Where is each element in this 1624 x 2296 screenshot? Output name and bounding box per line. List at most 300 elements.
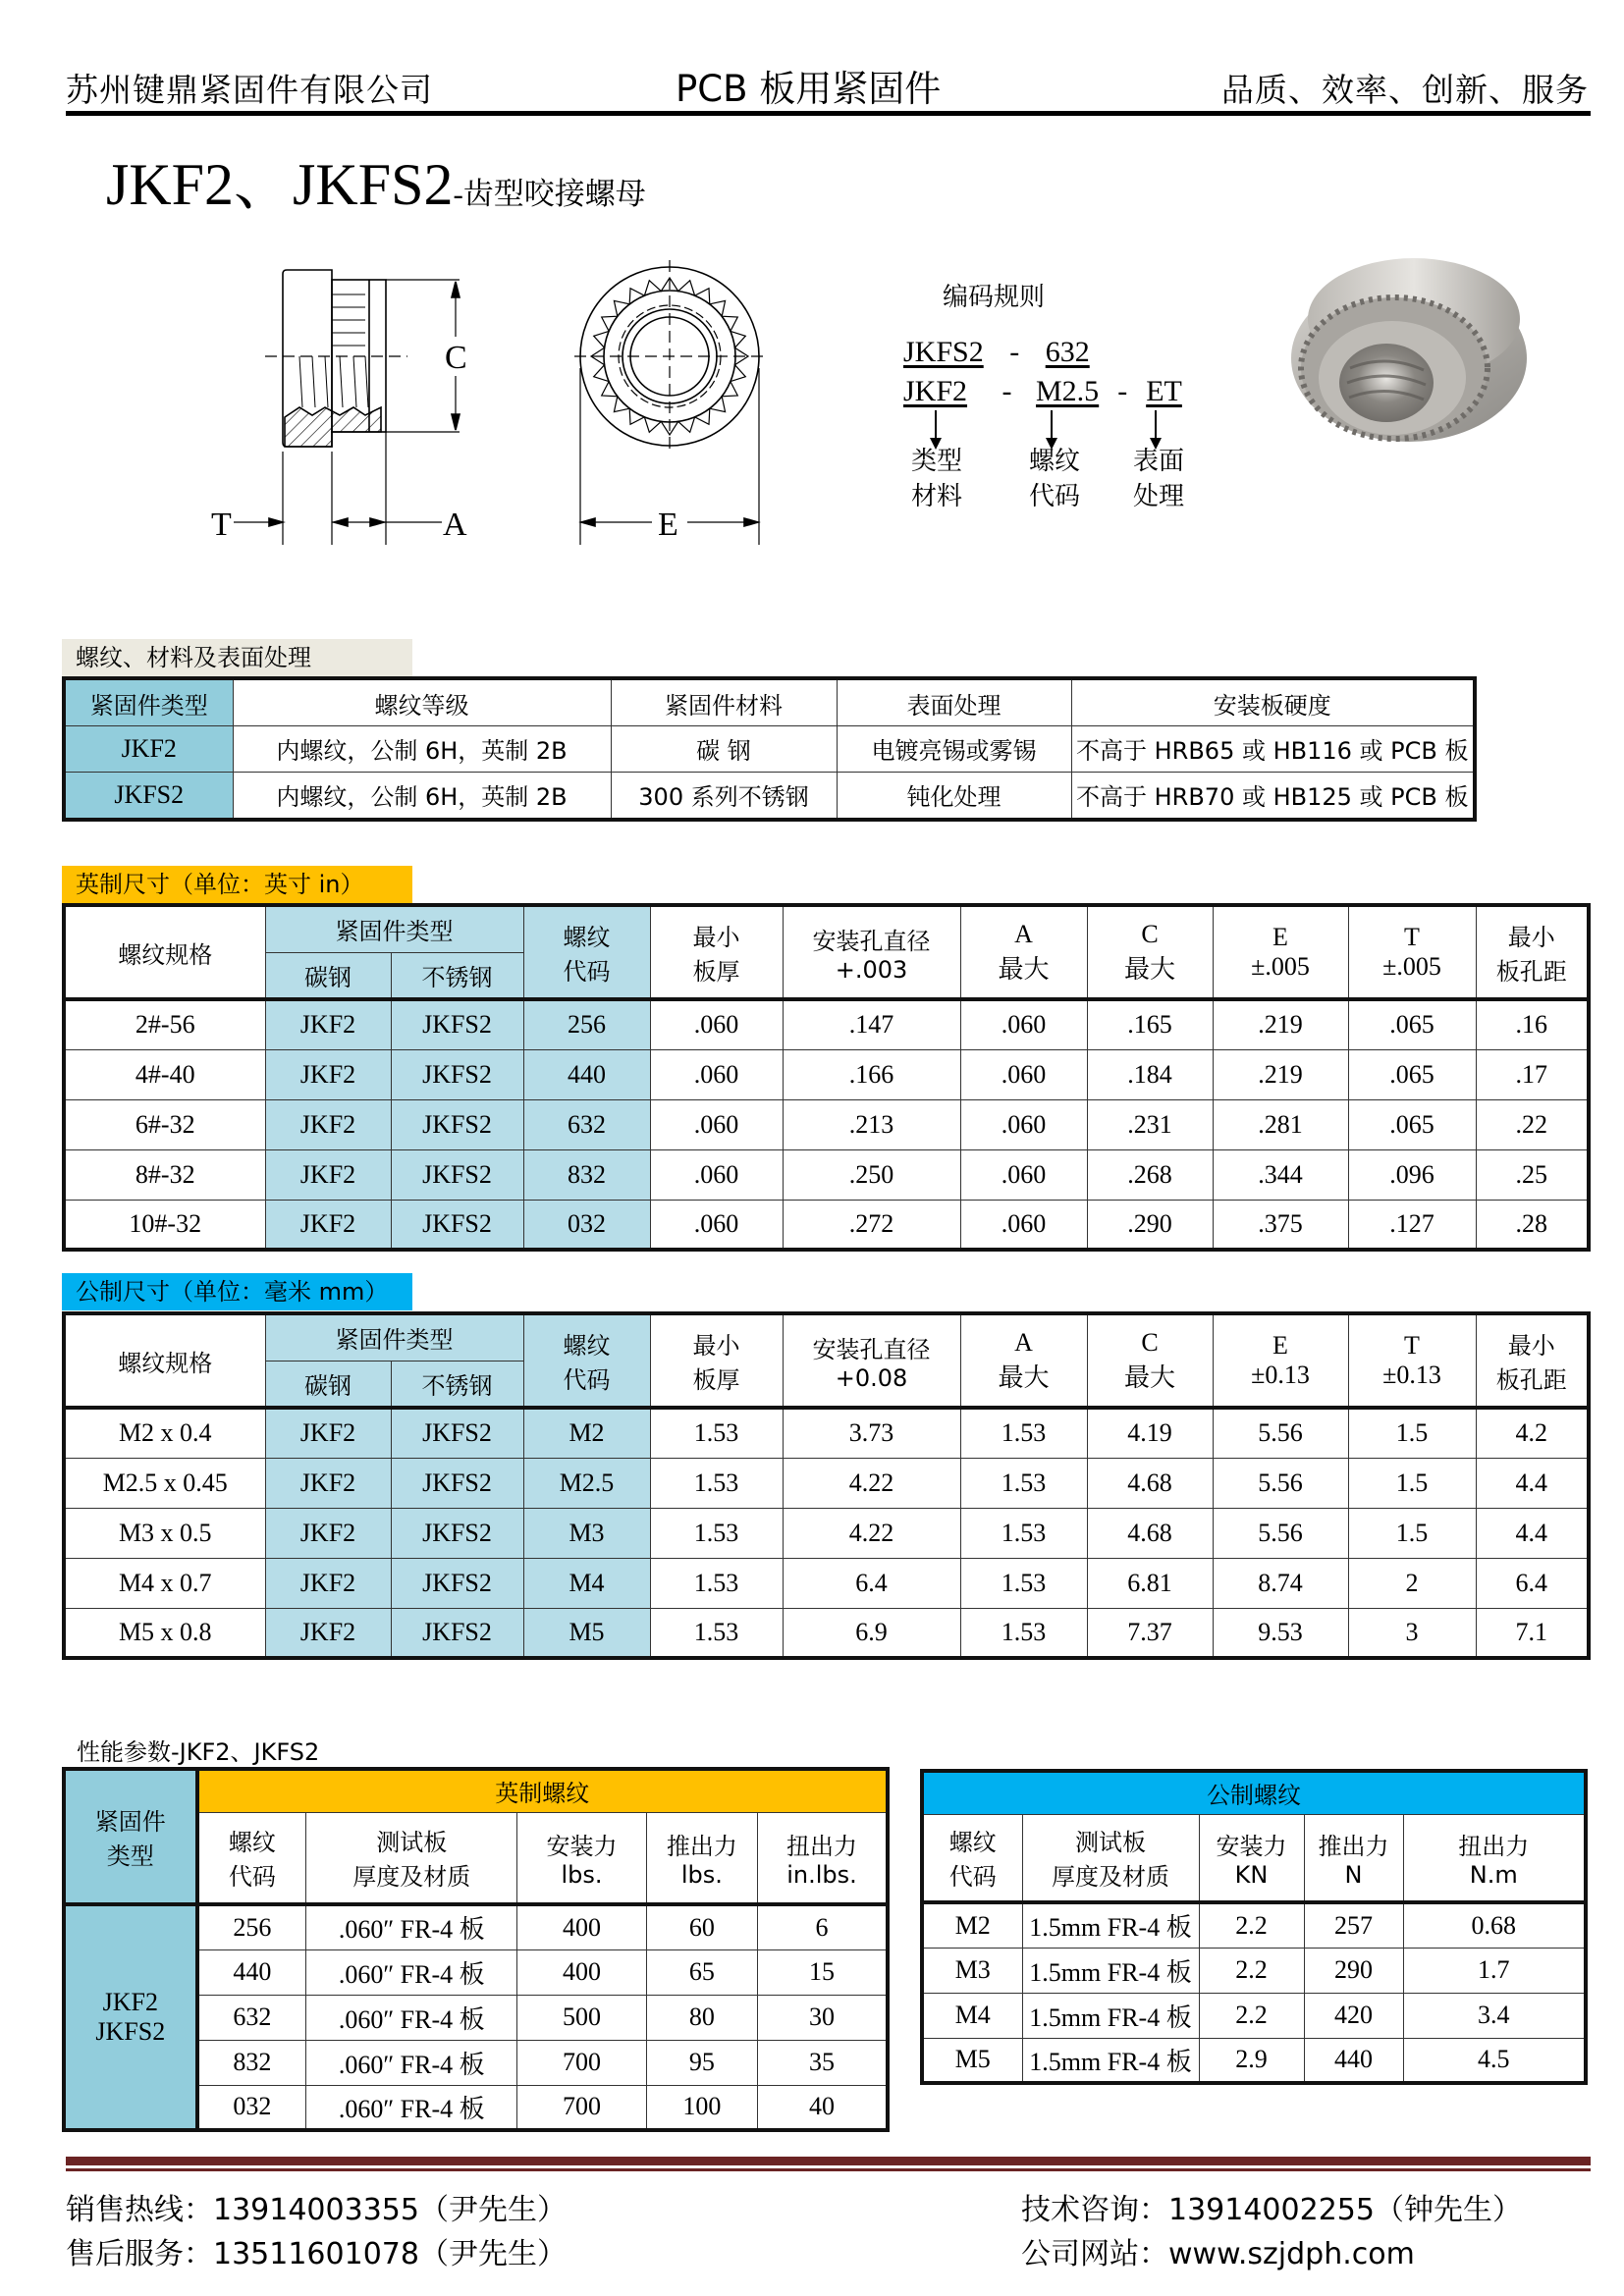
cell: .25: [1476, 1149, 1589, 1200]
cell: JKF2: [265, 999, 391, 1049]
cell: .060″ FR-4 板: [306, 2040, 517, 2085]
header-group-metric: 公制螺纹: [922, 1771, 1586, 1814]
cell: 440: [1304, 2038, 1403, 2083]
cell: 1.53: [650, 1458, 783, 1508]
cell: 6.81: [1087, 1558, 1213, 1608]
table-row: [64, 1099, 1589, 1149]
cell-line: A: [1014, 1327, 1033, 1357]
code-label-line: 处理: [1132, 482, 1184, 511]
side-view: [234, 270, 460, 545]
cell: M5 x 0.8: [64, 1608, 265, 1658]
cell-line: ±.005: [1251, 952, 1310, 981]
header-cell: 螺纹等级: [233, 678, 611, 726]
cell: 1.5mm FR-4 板: [1022, 2038, 1199, 2083]
cell-line: 代码: [948, 1863, 997, 1892]
cell: 290: [1304, 1948, 1403, 1993]
cell: .344: [1213, 1149, 1348, 1200]
cell: 1.53: [960, 1458, 1087, 1508]
cell: JKFS2: [391, 1149, 523, 1200]
table-header-row: [922, 1771, 1586, 1814]
cell: 3.73: [783, 1408, 960, 1458]
cell: 2.2: [1199, 1948, 1304, 1993]
cell: .250: [783, 1149, 960, 1200]
coding-example-1: [903, 336, 1090, 369]
cell: 1.53: [960, 1508, 1087, 1558]
cell: .060″ FR-4 板: [306, 1904, 517, 1949]
material-table: [62, 676, 1477, 822]
cell: JKF2: [265, 1149, 391, 1200]
table-row: [64, 1200, 1589, 1250]
cell-line: 推出力: [1318, 1832, 1389, 1860]
header-thickness: [650, 905, 783, 999]
cell: M3 x 0.5: [64, 1508, 265, 1558]
cell: 4.22: [783, 1458, 960, 1508]
cell: 300 系列不锈钢: [611, 772, 837, 820]
cell: .060: [960, 1149, 1087, 1200]
cell: 256: [523, 999, 650, 1049]
cell: JKF2: [265, 1508, 391, 1558]
cell: 不高于 HRB70 或 HB125 或 PCB 板: [1071, 772, 1475, 820]
cell: 632: [197, 1995, 306, 2040]
code-label-line: 类型: [910, 447, 962, 476]
table-row: [922, 2038, 1586, 2083]
cell-line: 厚度及材质: [1052, 1863, 1169, 1892]
top-view: [574, 260, 766, 545]
cell-line: ±.005: [1382, 952, 1441, 981]
cell: 6.9: [783, 1608, 960, 1658]
code-type: JKF2: [903, 375, 968, 407]
footer-divider: [66, 2157, 1591, 2165]
cell: .375: [1213, 1200, 1348, 1250]
cell: 不高于 HRB65 或 HB116 或 PCB 板: [1071, 726, 1475, 773]
cell: JKF2: [265, 1458, 391, 1508]
code-type: JKFS2: [903, 336, 984, 368]
code-separator: -: [1001, 375, 1012, 407]
cell-line: C: [1141, 1327, 1159, 1357]
header-stainless: 不锈钢: [391, 952, 523, 999]
cell: 6.4: [1476, 1558, 1589, 1608]
header-hole: [783, 905, 960, 999]
coding-rules-heading: 编码规则: [943, 283, 1046, 312]
cell: .060: [960, 1049, 1087, 1099]
cell-line: 类型: [106, 1842, 154, 1870]
cell: 2.2: [1199, 1993, 1304, 2038]
table-header-row: [64, 678, 1475, 726]
header-dist: [1476, 905, 1589, 999]
cell: 420: [1304, 1993, 1403, 2038]
cell: 4.68: [1087, 1458, 1213, 1508]
cell: 1.53: [960, 1608, 1087, 1658]
cell: 500: [517, 1995, 647, 2040]
cell: M2 x 0.4: [64, 1408, 265, 1458]
cell: JKF2: [265, 1608, 391, 1658]
table-header-row: [64, 905, 1589, 952]
cell-line: 紧固件: [94, 1808, 166, 1836]
cell: M5: [922, 2038, 1022, 2083]
cell-line: 安装力: [546, 1832, 618, 1860]
table-row: [64, 1608, 1589, 1658]
header-spec: 螺纹规格: [64, 1313, 265, 1408]
cell: 700: [517, 2040, 647, 2085]
company-name: 苏州键鼎紧固件有限公司: [66, 71, 433, 109]
header-cell: [1304, 1814, 1403, 1902]
cell-line: 最大: [1123, 954, 1175, 984]
header-a: [960, 905, 1087, 999]
cell: 40: [757, 2085, 888, 2130]
cell: 6.4: [783, 1558, 960, 1608]
company-website[interactable]: 公司网站：www.szjdph.com: [1021, 2237, 1415, 2271]
header-cell: 紧固件材料: [611, 678, 837, 726]
cell: 2.9: [1199, 2038, 1304, 2083]
cell-line: 推出力: [666, 1832, 737, 1860]
footer-divider-thin: [66, 2168, 1591, 2171]
cell: 30: [757, 1995, 888, 2040]
header-cell: [1022, 1814, 1199, 1902]
type-cell: [64, 1904, 197, 2130]
cell-line: lbs.: [561, 1860, 603, 1889]
cell: .219: [1213, 999, 1348, 1049]
code-label-line: 材料: [910, 482, 962, 511]
cell-line: +0.08: [835, 1363, 908, 1392]
product-title: [106, 152, 646, 217]
code-thread: 632: [1045, 336, 1090, 368]
table-row: [64, 1408, 1589, 1458]
cell: 1.53: [650, 1408, 783, 1458]
cell: .065: [1348, 1049, 1476, 1099]
cell: 4.22: [783, 1508, 960, 1558]
cell: .060: [960, 1099, 1087, 1149]
arrow-down-icon: [935, 410, 937, 440]
arrow-down-icon: [1051, 410, 1053, 440]
header-cell: [922, 1814, 1022, 1902]
cell: 257: [1304, 1902, 1403, 1948]
cell: .22: [1476, 1099, 1589, 1149]
cell-line: 最小: [1507, 1332, 1555, 1360]
cell: 256: [197, 1904, 306, 1949]
code-separator: -: [1117, 375, 1128, 407]
cell: JKFS2: [391, 1458, 523, 1508]
header-cell: [517, 1812, 647, 1904]
cell: JKF2: [265, 1099, 391, 1149]
cell: M2: [523, 1408, 650, 1458]
cell: 700: [517, 2085, 647, 2130]
cell: 内螺纹，公制 6H，英制 2B: [233, 726, 611, 773]
cell: 100: [646, 2085, 757, 2130]
cell: 碳 钢: [611, 726, 837, 773]
cell: .16: [1476, 999, 1589, 1049]
cell-line: 螺纹: [948, 1829, 997, 1857]
table-header-row: [64, 1313, 1589, 1361]
header-carbon: 碳钢: [265, 952, 391, 999]
cell-line: JKF2: [102, 1988, 158, 2016]
cell: .060: [650, 1099, 783, 1149]
cell: 4.19: [1087, 1408, 1213, 1458]
table-row: [64, 726, 1475, 773]
cell: 4.4: [1476, 1508, 1589, 1558]
cell-line: N: [1344, 1860, 1363, 1889]
header-t: [1348, 1313, 1476, 1408]
imperial-section-label: 英制尺寸（单位：英寸 in）: [62, 866, 412, 903]
cell: JKF2: [265, 1049, 391, 1099]
product-title-main: JKF2、JKFS2: [106, 152, 454, 217]
cell: M2.5 x 0.45: [64, 1458, 265, 1508]
cell: 1.53: [960, 1408, 1087, 1458]
header-group-imperial: 英制螺纹: [197, 1769, 888, 1812]
cell: 4#-40: [64, 1049, 265, 1099]
cell: 1.5: [1348, 1458, 1476, 1508]
table-row: [64, 1049, 1589, 1099]
cell: 5.56: [1213, 1408, 1348, 1458]
cell: 032: [523, 1200, 650, 1250]
cell-line: 最大: [1123, 1362, 1175, 1392]
cell: M2: [922, 1902, 1022, 1948]
cell-line: 厚度及材质: [352, 1863, 471, 1892]
cell: 80: [646, 1995, 757, 2040]
header-e: [1213, 905, 1348, 999]
cell: .060: [650, 999, 783, 1049]
cell: .096: [1348, 1149, 1476, 1200]
header-cell: 安装板硬度: [1071, 678, 1475, 726]
imperial-dimension-table: [62, 903, 1591, 1252]
product-title-sub: -齿型咬接螺母: [453, 177, 646, 211]
cell-line: 测试板: [1075, 1829, 1146, 1857]
cell: M4: [922, 1993, 1022, 2038]
dim-a-label: A: [443, 507, 467, 543]
cell: 3.4: [1403, 1993, 1586, 2038]
cell: 4.2: [1476, 1408, 1589, 1458]
cell: M4 x 0.7: [64, 1558, 265, 1608]
header-cell: [197, 1812, 306, 1904]
after-sales-service: 售后服务：13511601078（尹先生）: [66, 2237, 567, 2271]
cell-line: 最大: [998, 954, 1050, 984]
cell: JKF2: [265, 1408, 391, 1458]
cell-line: 螺纹: [563, 1332, 611, 1360]
table-row: [922, 1902, 1586, 1948]
cell: 65: [646, 1949, 757, 1995]
cell: JKFS2: [391, 1408, 523, 1458]
performance-section-label: 性能参数-JKF2、JKFS2: [77, 1738, 320, 1766]
cell: JKFS2: [391, 1608, 523, 1658]
cell: 1.5mm FR-4 板: [1022, 1948, 1199, 1993]
cell: M5: [523, 1608, 650, 1658]
cell-line: 螺纹: [563, 924, 611, 951]
cell-line: 最小: [692, 924, 740, 951]
header-dist: [1476, 1313, 1589, 1408]
header-cell: [1199, 1814, 1304, 1902]
page-category: PCB 板用紧固件: [676, 68, 942, 110]
cell: 6#-32: [64, 1099, 265, 1149]
performance-imperial-table: [62, 1767, 890, 2132]
cell: 4.68: [1087, 1508, 1213, 1558]
cell: 1.5mm FR-4 板: [1022, 1993, 1199, 2038]
cell-line: 安装力: [1216, 1832, 1287, 1860]
code-thread: M2.5: [1036, 375, 1100, 407]
cell: 1.5mm FR-4 板: [1022, 1902, 1199, 1948]
cell-line: lbs.: [680, 1860, 723, 1889]
cell-line: E: [1272, 923, 1288, 951]
dim-t-label: T: [211, 507, 232, 543]
header-t: [1348, 905, 1476, 999]
cell: 1.7: [1403, 1948, 1586, 1993]
cell: .060″ FR-4 板: [306, 1949, 517, 1995]
cell: 7.37: [1087, 1608, 1213, 1658]
cell: .17: [1476, 1049, 1589, 1099]
cell-line: 安装孔直径: [812, 927, 931, 955]
table-row: [64, 999, 1589, 1049]
header-type-group: 紧固件类型: [265, 905, 523, 952]
cell: M3: [523, 1508, 650, 1558]
cell-line: 螺纹: [228, 1829, 276, 1857]
cell: 15: [757, 1949, 888, 1995]
cell: 632: [523, 1099, 650, 1149]
cell: .231: [1087, 1099, 1213, 1149]
cell-line: 代码: [563, 958, 611, 986]
metric-section-label: 公制尺寸（单位：毫米 mm）: [62, 1273, 412, 1310]
cell-line: 扭出力: [1458, 1832, 1530, 1860]
cell-line: KN: [1234, 1860, 1269, 1889]
header-c: [1087, 905, 1213, 999]
table-header-row: [64, 1769, 888, 1812]
type-cell: JKFS2: [64, 772, 233, 820]
header-c: [1087, 1313, 1213, 1408]
cell: 2#-56: [64, 999, 265, 1049]
code-label-line: 代码: [1028, 482, 1080, 511]
cell: .219: [1213, 1049, 1348, 1099]
cell-line: N.m: [1469, 1860, 1518, 1889]
cell-line: 测试板: [376, 1829, 448, 1857]
cell: JKFS2: [391, 999, 523, 1049]
header-spec: 螺纹规格: [64, 905, 265, 999]
cell: .272: [783, 1200, 960, 1250]
cell-line: 板孔距: [1495, 1366, 1567, 1394]
cell: .127: [1348, 1200, 1476, 1250]
cell: .166: [783, 1049, 960, 1099]
cell: 95: [646, 2040, 757, 2085]
technical-drawing: [196, 250, 785, 555]
cell: 440: [523, 1049, 650, 1099]
cell-line: ±0.13: [1251, 1361, 1310, 1389]
cell-line: T: [1404, 923, 1420, 951]
cell: 1.5: [1348, 1408, 1476, 1458]
cell: 1.53: [960, 1558, 1087, 1608]
cell-line: +.003: [835, 955, 908, 984]
dim-e-label: E: [658, 507, 678, 543]
cell: 1.53: [650, 1608, 783, 1658]
table-row: [64, 1558, 1589, 1608]
header-cell: [1403, 1814, 1586, 1902]
cell: 2.2: [1199, 1902, 1304, 1948]
cell: 4.4: [1476, 1458, 1589, 1508]
cell: 7.1: [1476, 1608, 1589, 1658]
cell: .060: [650, 1200, 783, 1250]
cell: .060″ FR-4 板: [306, 2085, 517, 2130]
cell-line: A: [1014, 919, 1033, 948]
type-cell: JKF2: [64, 726, 233, 773]
cell: JKFS2: [391, 1200, 523, 1250]
cell-line: 板厚: [692, 1366, 740, 1394]
coding-example-2: [903, 375, 1182, 408]
cell: 400: [517, 1904, 647, 1949]
cell: .060″ FR-4 板: [306, 1995, 517, 2040]
cell: 钝化处理: [837, 772, 1071, 820]
table-row: [64, 1508, 1589, 1558]
cell-line: 代码: [563, 1366, 611, 1394]
table-row: [64, 1458, 1589, 1508]
header-carbon: 碳钢: [265, 1361, 391, 1408]
table-row: [64, 772, 1475, 820]
cell: JKF2: [265, 1200, 391, 1250]
header-cell: [646, 1812, 757, 1904]
product-photo: [1276, 221, 1532, 461]
cell: 9.53: [1213, 1608, 1348, 1658]
cell: 032: [197, 2085, 306, 2130]
dim-c-label: C: [445, 340, 467, 376]
code-label-line: 表面: [1132, 447, 1184, 476]
code-finish: ET: [1146, 375, 1182, 407]
cell-line: 扭出力: [785, 1832, 857, 1860]
tech-consulting: 技术咨询：13914002255（钟先生）: [1021, 2193, 1522, 2227]
cell: M4: [523, 1558, 650, 1608]
cell: 832: [523, 1149, 650, 1200]
header-stainless: 不锈钢: [391, 1361, 523, 1408]
cell-line: JKFS2: [95, 2017, 166, 2046]
header-code: [523, 905, 650, 999]
cell: 3: [1348, 1608, 1476, 1658]
material-section-label: 螺纹、材料及表面处理: [62, 639, 412, 676]
cell: .213: [783, 1099, 960, 1149]
cell: JKFS2: [391, 1099, 523, 1149]
cell: 内螺纹，公制 6H，英制 2B: [233, 772, 611, 820]
cell: 1.5: [1348, 1508, 1476, 1558]
cell: 5.56: [1213, 1508, 1348, 1558]
cell: .281: [1213, 1099, 1348, 1149]
cell: 35: [757, 2040, 888, 2085]
table-row: [922, 1993, 1586, 2038]
header-code: [523, 1313, 650, 1408]
cell: JKFS2: [391, 1049, 523, 1099]
cell: 1.53: [650, 1558, 783, 1608]
cell-line: ±0.13: [1382, 1361, 1441, 1389]
header-hole: [783, 1313, 960, 1408]
cell: .065: [1348, 999, 1476, 1049]
cell: JKFS2: [391, 1508, 523, 1558]
cell: .060: [650, 1149, 783, 1200]
table-row: [64, 1149, 1589, 1200]
cell: .165: [1087, 999, 1213, 1049]
cell-line: 代码: [228, 1863, 276, 1892]
code-label-finish: [1129, 444, 1188, 514]
cell: 1.53: [650, 1508, 783, 1558]
cell: 5.56: [1213, 1458, 1348, 1508]
cell: 8.74: [1213, 1558, 1348, 1608]
cell-line: 板孔距: [1495, 958, 1567, 986]
cell: JKFS2: [391, 1558, 523, 1608]
cell: 10#-32: [64, 1200, 265, 1250]
cell: 2: [1348, 1558, 1476, 1608]
cell-line: in.lbs.: [786, 1860, 857, 1889]
cell: .28: [1476, 1200, 1589, 1250]
table-header-row: [922, 1814, 1586, 1902]
cell: M3: [922, 1948, 1022, 1993]
cell: 832: [197, 2040, 306, 2085]
cell: 电镀亮锡或雾锡: [837, 726, 1071, 773]
performance-metric-table: [920, 1769, 1588, 2085]
cell: .184: [1087, 1049, 1213, 1099]
cell-line: 最小: [1507, 924, 1555, 951]
sales-hotline: 销售热线：13914003355（尹先生）: [66, 2193, 567, 2227]
cell: .268: [1087, 1149, 1213, 1200]
cell: .147: [783, 999, 960, 1049]
